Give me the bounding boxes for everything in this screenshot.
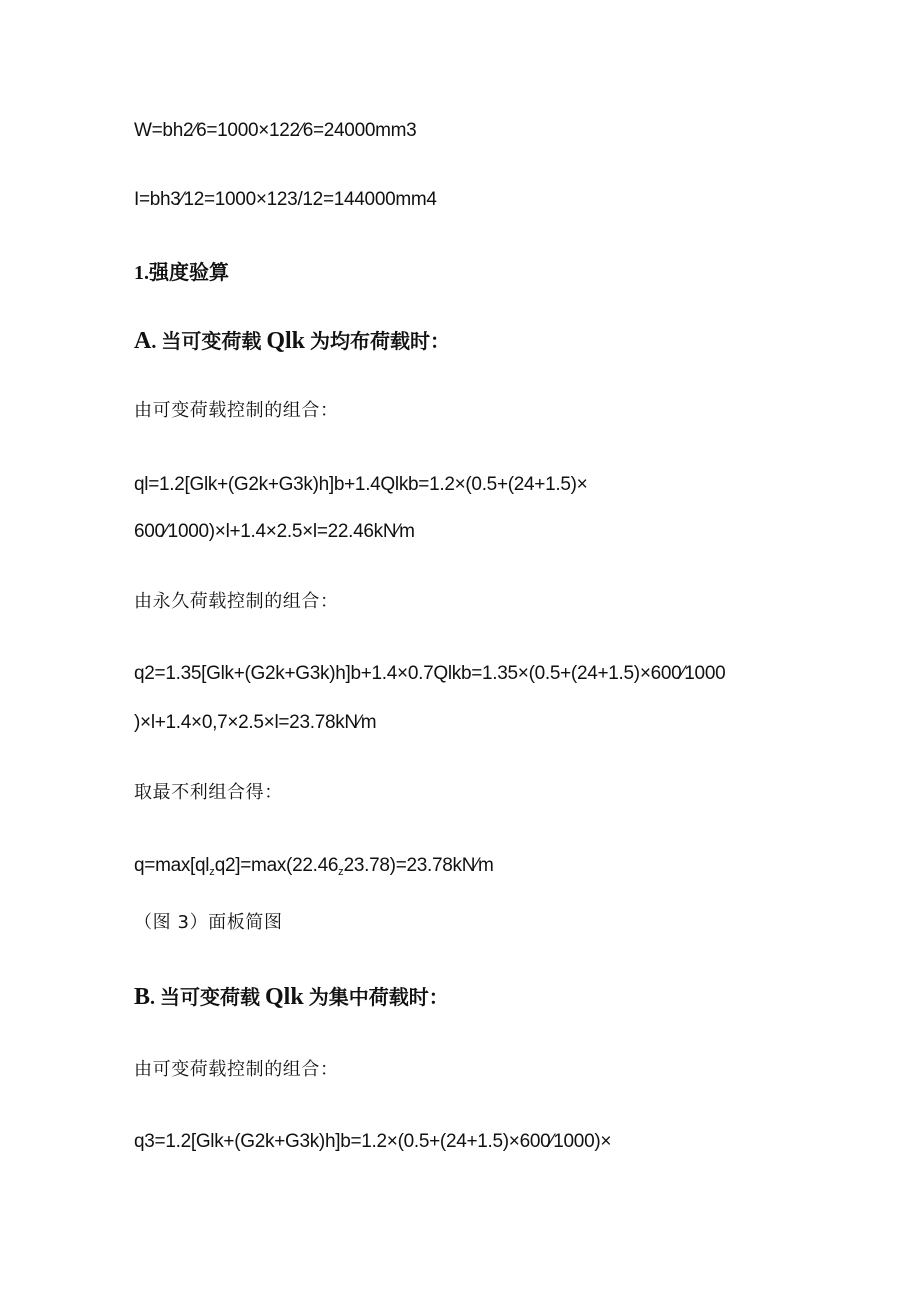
subsection-a-q: Qlk xyxy=(266,328,306,354)
subsection-b-tail: 为集中荷载时： xyxy=(303,987,449,1009)
subsection-b-q: Qlk xyxy=(265,984,304,1010)
variable-load-combo-label-b: 由可变荷载控制的组合： xyxy=(134,1059,339,1080)
subsection-b-letter: B xyxy=(134,984,151,1010)
qmax-formula xyxy=(134,854,494,884)
qmax-sub-1: z xyxy=(209,866,215,878)
subsection-a-letter: A xyxy=(134,328,152,354)
q2-formula-line2: )×l+1.4×0,7×2.5×l=23.78kN⁄m xyxy=(134,712,377,733)
subsection-a-tail: 为均布荷载时： xyxy=(305,331,451,353)
subsection-a-text: . 当可变荷载 xyxy=(151,331,267,353)
section-heading-strength-check: 1.强度验算 xyxy=(134,262,229,284)
q2-formula-line1: q2=1.35[Glk+(G2k+G3k)h]b+1.4×0.7Qlkb=1.35×(0.5+(24+1.5)×600⁄1000 xyxy=(134,663,726,684)
permanent-load-combo-label: 由永久荷载控制的组合： xyxy=(134,591,339,612)
subsection-heading-a xyxy=(134,329,450,354)
worst-combo-label: 取最不利组合得： xyxy=(134,782,283,803)
section-modulus-formula: W=bh2⁄6=1000×122⁄6=24000mm3 xyxy=(134,120,417,141)
qmax-part-b: q2]=max(22.46 xyxy=(214,855,339,876)
qmax-sub-2: z xyxy=(338,866,344,878)
subsection-heading-b xyxy=(134,985,449,1010)
moment-of-inertia-formula: I=bh3⁄12=1000×123/12=144000mm4 xyxy=(134,189,437,210)
variable-load-combo-label: 由可变荷载控制的组合： xyxy=(134,400,339,421)
figure-caption: （图 3）面板简图 xyxy=(134,912,283,933)
q1-formula-line1: ql=1.2[Glk+(G2k+G3k)h]b+1.4Qlkb=1.2×(0.5+(24+1.5)× xyxy=(134,474,588,495)
qmax-part-a: q=max[ql xyxy=(134,855,210,876)
q1-formula-line2: 600⁄1000)×l+1.4×2.5×l=22.46kN⁄m xyxy=(134,521,415,542)
q3-formula-line1: q3=1.2[Glk+(G2k+G3k)h]b=1.2×(0.5+(24+1.5)×600⁄1000)× xyxy=(134,1131,612,1152)
qmax-part-c: 23.78)=23.78kN⁄m xyxy=(343,855,494,876)
subsection-b-text: . 当可变荷载 xyxy=(150,987,266,1009)
